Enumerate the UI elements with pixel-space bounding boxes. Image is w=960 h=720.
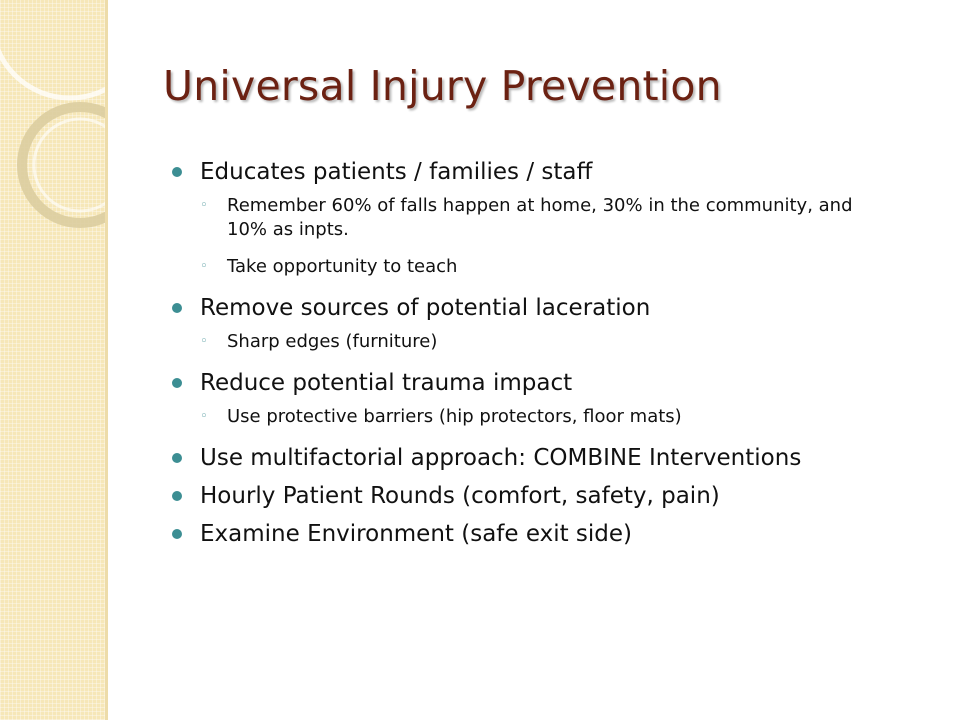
side-band-edge bbox=[105, 0, 108, 720]
sub-bullet-item bbox=[172, 255, 932, 279]
ring-bullet-icon: ◦ bbox=[200, 409, 208, 424]
decorative-side-band bbox=[0, 0, 105, 720]
bullet-item bbox=[172, 442, 932, 474]
sub-bullet-text: Sharp edges (furniture) bbox=[227, 331, 438, 352]
bullet-dot-icon bbox=[172, 378, 182, 388]
ring-bullet-icon: ◦ bbox=[200, 334, 208, 349]
ring-bullet-icon: ◦ bbox=[200, 198, 208, 213]
bullet-group bbox=[172, 156, 932, 279]
slide-title: Universal Injury Prevention bbox=[163, 62, 722, 110]
bullet-dot-icon bbox=[172, 167, 182, 177]
bullet-text: Reduce potential trauma impact bbox=[200, 370, 573, 396]
sub-bullet-item bbox=[172, 405, 932, 429]
bullet-text: Remove sources of potential laceration bbox=[200, 295, 651, 321]
bullet-group bbox=[172, 292, 932, 354]
bullet-text: Examine Environment (safe exit side) bbox=[200, 521, 633, 547]
bullet-list bbox=[172, 156, 932, 556]
bullet-dot-icon bbox=[172, 303, 182, 313]
bullet-dot-icon bbox=[172, 453, 182, 463]
sub-bullet-text: Take opportunity to teach bbox=[227, 256, 458, 277]
sub-bullet-text: Use protective barriers (hip protectors, floor mats) bbox=[227, 406, 682, 427]
bullet-item bbox=[172, 367, 932, 399]
bullet-item bbox=[172, 156, 932, 188]
bullet-text: Hourly Patient Rounds (comfort, safety, pain) bbox=[200, 483, 720, 509]
bullet-group bbox=[172, 367, 932, 429]
sub-bullet-item bbox=[172, 194, 932, 242]
ring-bullet-icon: ◦ bbox=[200, 259, 208, 274]
bullet-item bbox=[172, 292, 932, 324]
bullet-text: Educates patients / families / staff bbox=[200, 159, 593, 185]
bullet-dot-icon bbox=[172, 491, 182, 501]
bullet-text: Use multifactorial approach: COMBINE Interventions bbox=[200, 445, 802, 471]
bullet-item bbox=[172, 480, 932, 512]
bullet-dot-icon bbox=[172, 529, 182, 539]
decorative-circles bbox=[0, 0, 105, 720]
sub-bullet-item bbox=[172, 330, 932, 354]
bullet-item bbox=[172, 518, 932, 550]
sub-bullet-text: Remember 60% of falls happen at home, 30% in the community, and 10% as inpts. bbox=[227, 195, 853, 240]
